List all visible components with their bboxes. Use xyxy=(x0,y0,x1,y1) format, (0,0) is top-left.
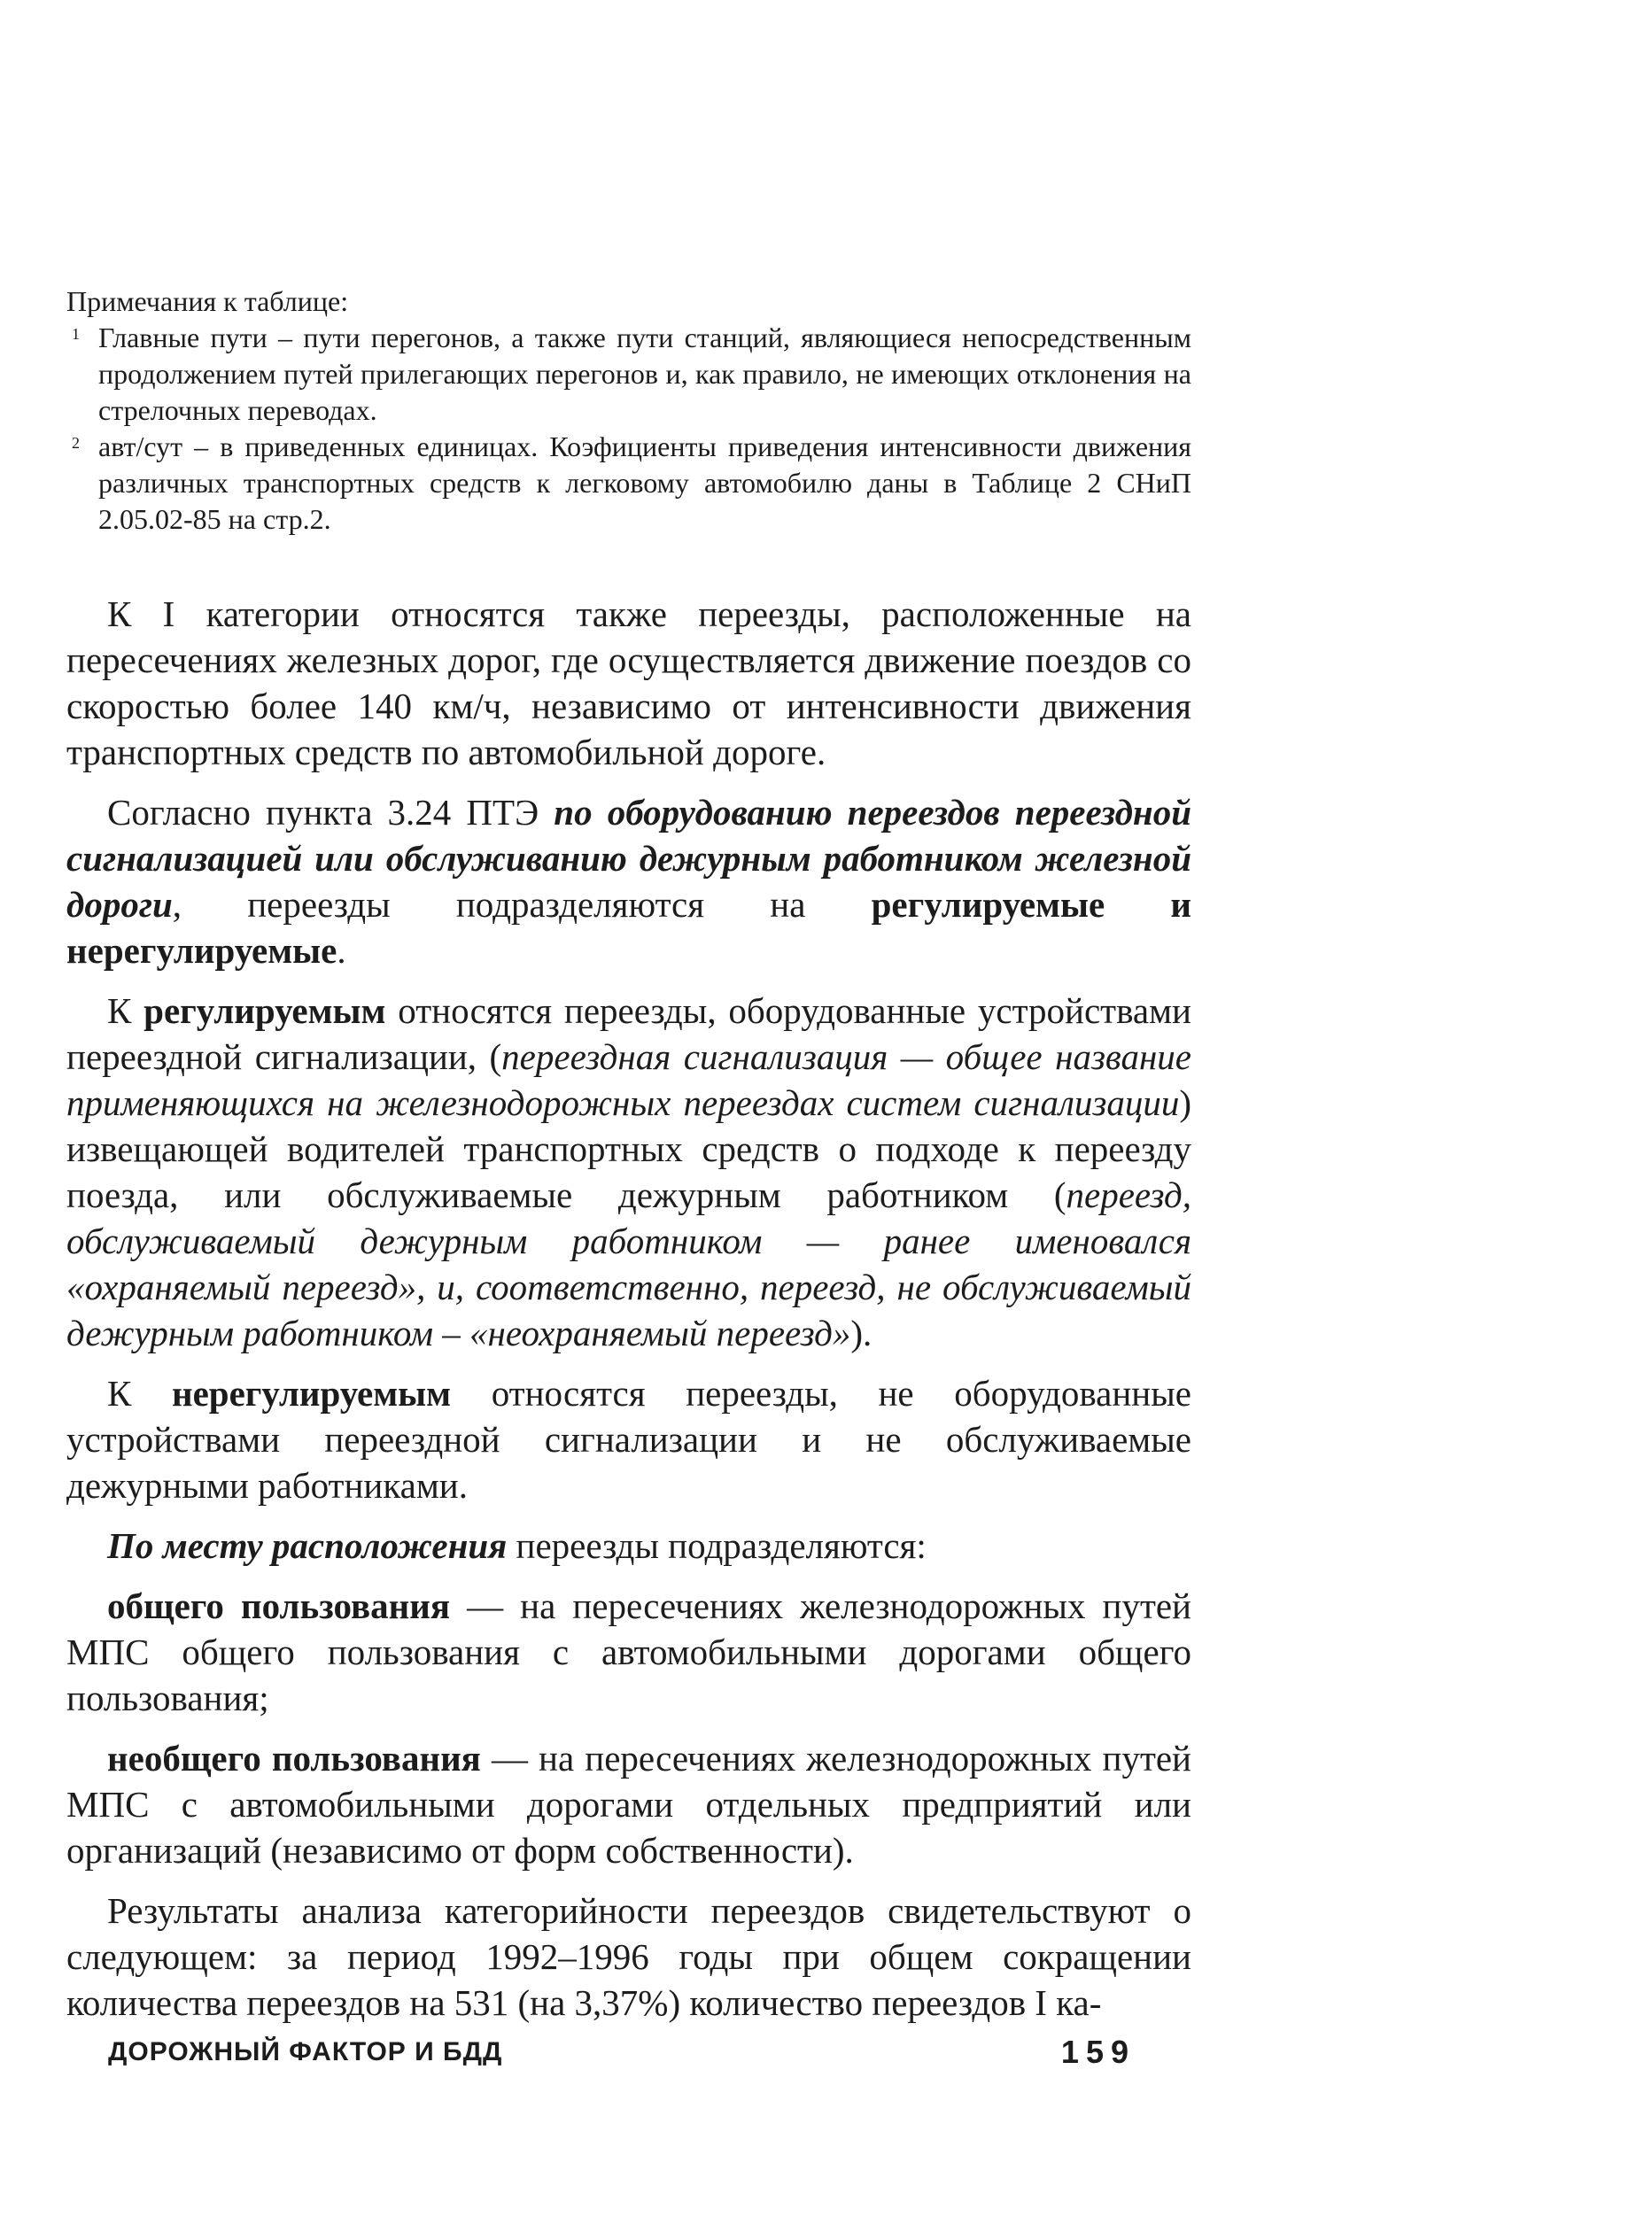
text-run: — на пересечениях железнодорожных путей МПС общего пользования с автомобильными дорогами общего пользования; xyxy=(66,1585,1192,1718)
table-notes xyxy=(66,283,1191,538)
running-title: ДОРОЖНЫЙ ФАКТОР И БДД xyxy=(108,2037,503,2066)
text-run: относятся переезды, оборудованные устройствами переездной сигнализации, ( xyxy=(66,990,1191,1077)
paragraph: Результаты анализа категорийности переездов свидетельствуют о следующем: за период 1992–1996 годы при общем сокращении количества переездов на 531 (на 3,37%) количество переездов I ка- xyxy=(66,1890,1191,2023)
paragraph xyxy=(66,1523,1191,1569)
bold-text: общего пользования xyxy=(107,1585,451,1626)
bold-text: регулируемым xyxy=(143,990,386,1031)
note-text: Главные пути – пути перегонов, а также пути станций, являющиеся непосредственным продолжением путей прилегающих перегонов и, как правило, не имеющих отклонения на стрелочных переводах. xyxy=(98,322,1191,426)
text-run: К xyxy=(107,1373,172,1414)
text-run: Согласно пункта 3.24 ПТЭ xyxy=(107,792,555,833)
note-text: авт/сут – в приведенных единицах. Коэфициенты приведения интенсивности движения различных транспортных средств к легковому автомобилю даны в Таблице 2 СНиП 2.05.02-85 на стр.2. xyxy=(98,430,1191,535)
note-item xyxy=(66,429,1191,538)
text-run: — на пересечениях железнодорожных путей МПС с автомобильными дорогами отдельных предприятий или организаций (независимо от форм собственности). xyxy=(66,1738,1192,1871)
bold-text: нерегулируемым xyxy=(171,1373,452,1414)
page-content xyxy=(66,283,1191,2040)
note-item xyxy=(66,320,1191,429)
text-run: относятся переезды, не оборудованные устройствами переездной сигнализации и не обслуживаемые дежурными работниками. xyxy=(66,1373,1191,1506)
text-run: ). xyxy=(850,1313,873,1353)
page-footer xyxy=(108,2034,1136,2081)
bold-text: регулируемые и нерегулируемые xyxy=(66,884,1191,971)
italic-text: переездная сигнализация — общее название применяющихся на железнодорожных переездах систем сигнализации xyxy=(66,1036,1191,1123)
emphasis-text: По месту расположения xyxy=(107,1525,508,1566)
emphasis-text: по оборудованию переездов переездной сигнализацией или обслуживанию дежурным работником железной дороги xyxy=(66,792,1192,925)
paragraph xyxy=(66,1370,1191,1508)
text-run: . xyxy=(337,930,346,971)
note-marker: 2 xyxy=(72,434,80,452)
paragraph xyxy=(66,988,1191,1356)
paragraph xyxy=(66,789,1191,973)
paragraph xyxy=(66,1583,1191,1721)
paragraph: К I категории относятся также переезды, расположенные на пересечениях железных дорог, где осуществляется движение поездов со скоростью более 140 км/ч, независимо от интенсивности движения транспортных средств по автомобильной дороге. xyxy=(66,593,1191,772)
note-marker: 1 xyxy=(72,325,80,343)
italic-text: переезд, обслуживаемый дежурным работником — ранее именовался «охраняемый переезд», и, соответственно, переезд, не обслуживаемый дежурным работником – «неохраняемый переезд» xyxy=(66,1174,1191,1353)
page-number: 159 xyxy=(1060,2034,1136,2070)
paragraph xyxy=(66,1735,1191,1873)
text-run: , переезды подразделяются на xyxy=(172,884,872,925)
text-run: ) извещающей водителей транспортных средств о подходе к переезду поезда, или обслуживаемые дежурным работником ( xyxy=(66,1082,1191,1215)
notes-title: Примечания к таблице: xyxy=(66,285,349,317)
text-run: К xyxy=(107,990,144,1031)
text-run: переезды подразделяются: xyxy=(507,1525,927,1566)
body-text xyxy=(66,591,1191,2026)
bold-text: необщего пользования xyxy=(107,1738,481,1779)
